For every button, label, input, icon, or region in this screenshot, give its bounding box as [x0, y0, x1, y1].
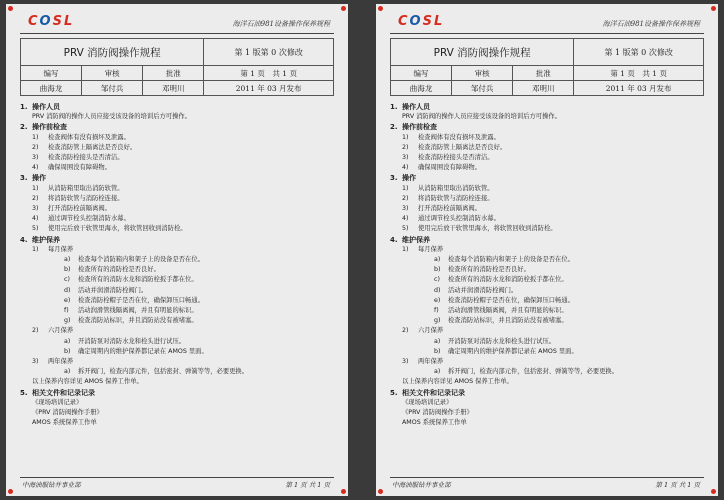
section-heading: 2. 操作前检查 [390, 123, 437, 132]
approver-name: 邓明川 [143, 81, 204, 96]
section-heading: 4. 维护保养 [390, 235, 430, 244]
list-item: 4) 确保周围没有障碍物。 [32, 164, 111, 172]
author-name: 曲海龙 [391, 81, 452, 96]
version-label: 第 1 版第 0 次修改 [204, 39, 334, 66]
list-item: 4) 确保周围没有障碍物。 [402, 164, 481, 172]
page-header [390, 12, 704, 32]
section-heading: 4. 维护保养 [20, 235, 60, 244]
corner-dot [341, 489, 346, 494]
list-item: 1) 检查阀体有没有损坏及泄露。 [402, 133, 500, 141]
header-divider [390, 33, 704, 34]
sub-list-item: a) 拆开阀门，检查内部元件，包括密封、弹簧等等，必要更换。 [64, 368, 249, 376]
approver-label: 批准 [513, 66, 574, 81]
list-item: 2) 六月保养 [32, 327, 74, 335]
sub-list-item: d) 活动并润滑消防栓阀门。 [434, 286, 518, 294]
corner-dot [341, 6, 346, 11]
corner-dot [8, 6, 13, 11]
reviewer-name: 邹付兵 [452, 81, 513, 96]
page-footer [20, 477, 334, 490]
reviewer-label: 审核 [82, 66, 143, 81]
document-title: PRV 消防阀操作规程 [21, 39, 204, 66]
sub-list-item: b) 检查所有的消防栓是否良好。 [64, 266, 160, 274]
document-meta-table [390, 38, 704, 96]
list-item: 1) 从消防箱里取出消防软管。 [32, 184, 124, 192]
footer-company: 中海油服钻井事业部 [392, 481, 451, 489]
list-item: 3) 打开消防栓前隔离阀。 [32, 205, 111, 213]
section-heading: 5. 相关文件和记录记录 [390, 388, 465, 397]
document-body [20, 102, 334, 429]
related-document: 《现场培训记录》 [32, 398, 83, 406]
reviewer-name: 邹付兵 [82, 81, 143, 96]
section-heading: 1. 操作人员 [390, 103, 430, 111]
footer-page: 第 1 页 共 1 页 [655, 481, 700, 489]
sub-list-item: e) 检查消防栓帽子是否在位，确保卸压口畅通。 [64, 296, 204, 304]
sub-list-item: a) 拆开阀门，检查内部元件，包括密封、弹簧等等，必要更换。 [434, 368, 619, 376]
section-note: 以上保养内容详见 AMOS 保养工作单。 [32, 378, 143, 386]
list-item: 2) 检查消防管上隔离法是否良好。 [32, 143, 137, 151]
list-item: 3) 检查消防栓接头是否清洁。 [32, 154, 124, 162]
cosl-logo: COSL [28, 14, 75, 29]
author-label: 编写 [391, 66, 452, 81]
corner-dot [711, 489, 716, 494]
document-page-left [6, 4, 348, 496]
sub-list-item: c) 检查所有的消防水龙和消防栓扳手都在位。 [434, 276, 568, 284]
list-item: 1) 每月保养 [402, 245, 444, 253]
document-category: 海洋石油981设备操作保养规程 [602, 20, 700, 28]
header-divider [20, 33, 334, 34]
sub-list-item: b) 检查所有的消防栓是否良好。 [434, 266, 530, 274]
list-item: 1) 从消防箱里取出消防软管。 [402, 184, 494, 192]
list-item: 2) 将消防软管与消防栓连接。 [32, 194, 124, 202]
sub-list-item: g) 检查消防站标识，并且消防站没有被堵塞。 [64, 317, 198, 325]
author-name: 曲海龙 [21, 81, 82, 96]
related-document: 《PRV 消防阀操作手册》 [32, 409, 103, 417]
related-document: AMOS 系统保养工作单 [32, 419, 97, 427]
approver-name: 邓明川 [513, 81, 574, 96]
sub-list-item: d) 活动并润滑消防栓阀门。 [64, 286, 148, 294]
list-item: 5) 使用完后放干软管里海水，将软管回收到消防栓。 [402, 225, 557, 233]
sub-list-item: e) 检查消防栓帽子是否在位，确保卸压口畅通。 [434, 296, 574, 304]
list-item: 3) 检查消防栓接头是否清洁。 [402, 154, 494, 162]
sub-list-item: c) 检查所有的消防水龙和消防栓扳手都在位。 [64, 276, 198, 284]
document-meta-table [20, 38, 334, 96]
related-document: 《现场培训记录》 [402, 398, 453, 406]
list-item: 1) 每月保养 [32, 245, 74, 253]
corner-dot [711, 6, 716, 11]
sub-list-item: b) 确定周期内的维护保养都记录在 AMOS 里面。 [64, 347, 208, 355]
document-page-right [376, 4, 718, 496]
sub-list-item: f) 活动润滑管线隔离阀，并且有明显的标识。 [64, 307, 198, 315]
list-item: 3) 两年保养 [32, 358, 74, 366]
corner-dot [378, 6, 383, 11]
section-note: 以上保养内容详见 AMOS 保养工作单。 [402, 378, 513, 386]
list-item: 2) 六月保养 [402, 327, 444, 335]
list-item: 3) 打开消防栓前隔离阀。 [402, 205, 481, 213]
version-label: 第 1 版第 0 次修改 [574, 39, 704, 66]
publish-date: 2011 年 03 月发布 [574, 81, 704, 96]
author-label: 编写 [21, 66, 82, 81]
section-heading: 5. 相关文件和记录记录 [20, 388, 95, 397]
sub-list-item: a) 开消防泵对消防水龙和栓头进行试压。 [434, 337, 556, 345]
section-paragraph: PRV 消防阀的操作人员应接受该设备的培训后方可操作。 [32, 113, 191, 121]
section-heading: 3. 操作 [20, 174, 46, 183]
list-item: 2) 检查消防管上隔离法是否良好。 [402, 143, 507, 151]
list-item: 2) 将消防软管与消防栓连接。 [402, 194, 494, 202]
section-heading: 3. 操作 [390, 174, 416, 183]
sub-list-item: a) 检查每个消防箱内和架子上的设备是否在位。 [64, 256, 204, 264]
related-document: 《PRV 消防阀操作手册》 [402, 409, 473, 417]
section-paragraph: PRV 消防阀的操作人员应接受该设备的培训后方可操作。 [402, 113, 561, 121]
approver-label: 批准 [143, 66, 204, 81]
corner-dot [378, 489, 383, 494]
cosl-logo: COSL [398, 14, 445, 29]
list-item: 1) 检查阀体有没有损坏及泄露。 [32, 133, 130, 141]
document-category: 海洋石油981设备操作保养规程 [232, 20, 330, 28]
list-item: 3) 两年保养 [402, 358, 444, 366]
page-header [20, 12, 334, 32]
list-item: 4) 通过调节栓头控制消防水幕。 [32, 215, 130, 223]
footer-page: 第 1 页 共 1 页 [285, 481, 330, 489]
page-count: 第 1 页 共 1 页 [204, 66, 334, 81]
document-title: PRV 消防阀操作规程 [391, 39, 574, 66]
sub-list-item: a) 开消防泵对消防水龙和栓头进行试压。 [64, 337, 186, 345]
reviewer-label: 审核 [452, 66, 513, 81]
sub-list-item: g) 检查消防站标识，并且消防站没有被堵塞。 [434, 317, 568, 325]
sub-list-item: a) 检查每个消防箱内和架子上的设备是否在位。 [434, 256, 574, 264]
document-body [390, 102, 704, 429]
list-item: 5) 使用完后放干软管里海水，将软管回收到消防栓。 [32, 225, 187, 233]
publish-date: 2011 年 03 月发布 [204, 81, 334, 96]
page-count: 第 1 页 共 1 页 [574, 66, 704, 81]
sub-list-item: b) 确定周期内的维护保养都记录在 AMOS 里面。 [434, 347, 578, 355]
section-heading: 1. 操作人员 [20, 103, 60, 111]
page-footer [390, 477, 704, 490]
list-item: 4) 通过调节栓头控制消防水幕。 [402, 215, 500, 223]
sub-list-item: f) 活动润滑管线隔离阀，并且有明显的标识。 [434, 307, 568, 315]
related-document: AMOS 系统保养工作单 [402, 419, 467, 427]
footer-company: 中海油服钻井事业部 [22, 481, 81, 489]
section-heading: 2. 操作前检查 [20, 123, 67, 132]
corner-dot [8, 489, 13, 494]
